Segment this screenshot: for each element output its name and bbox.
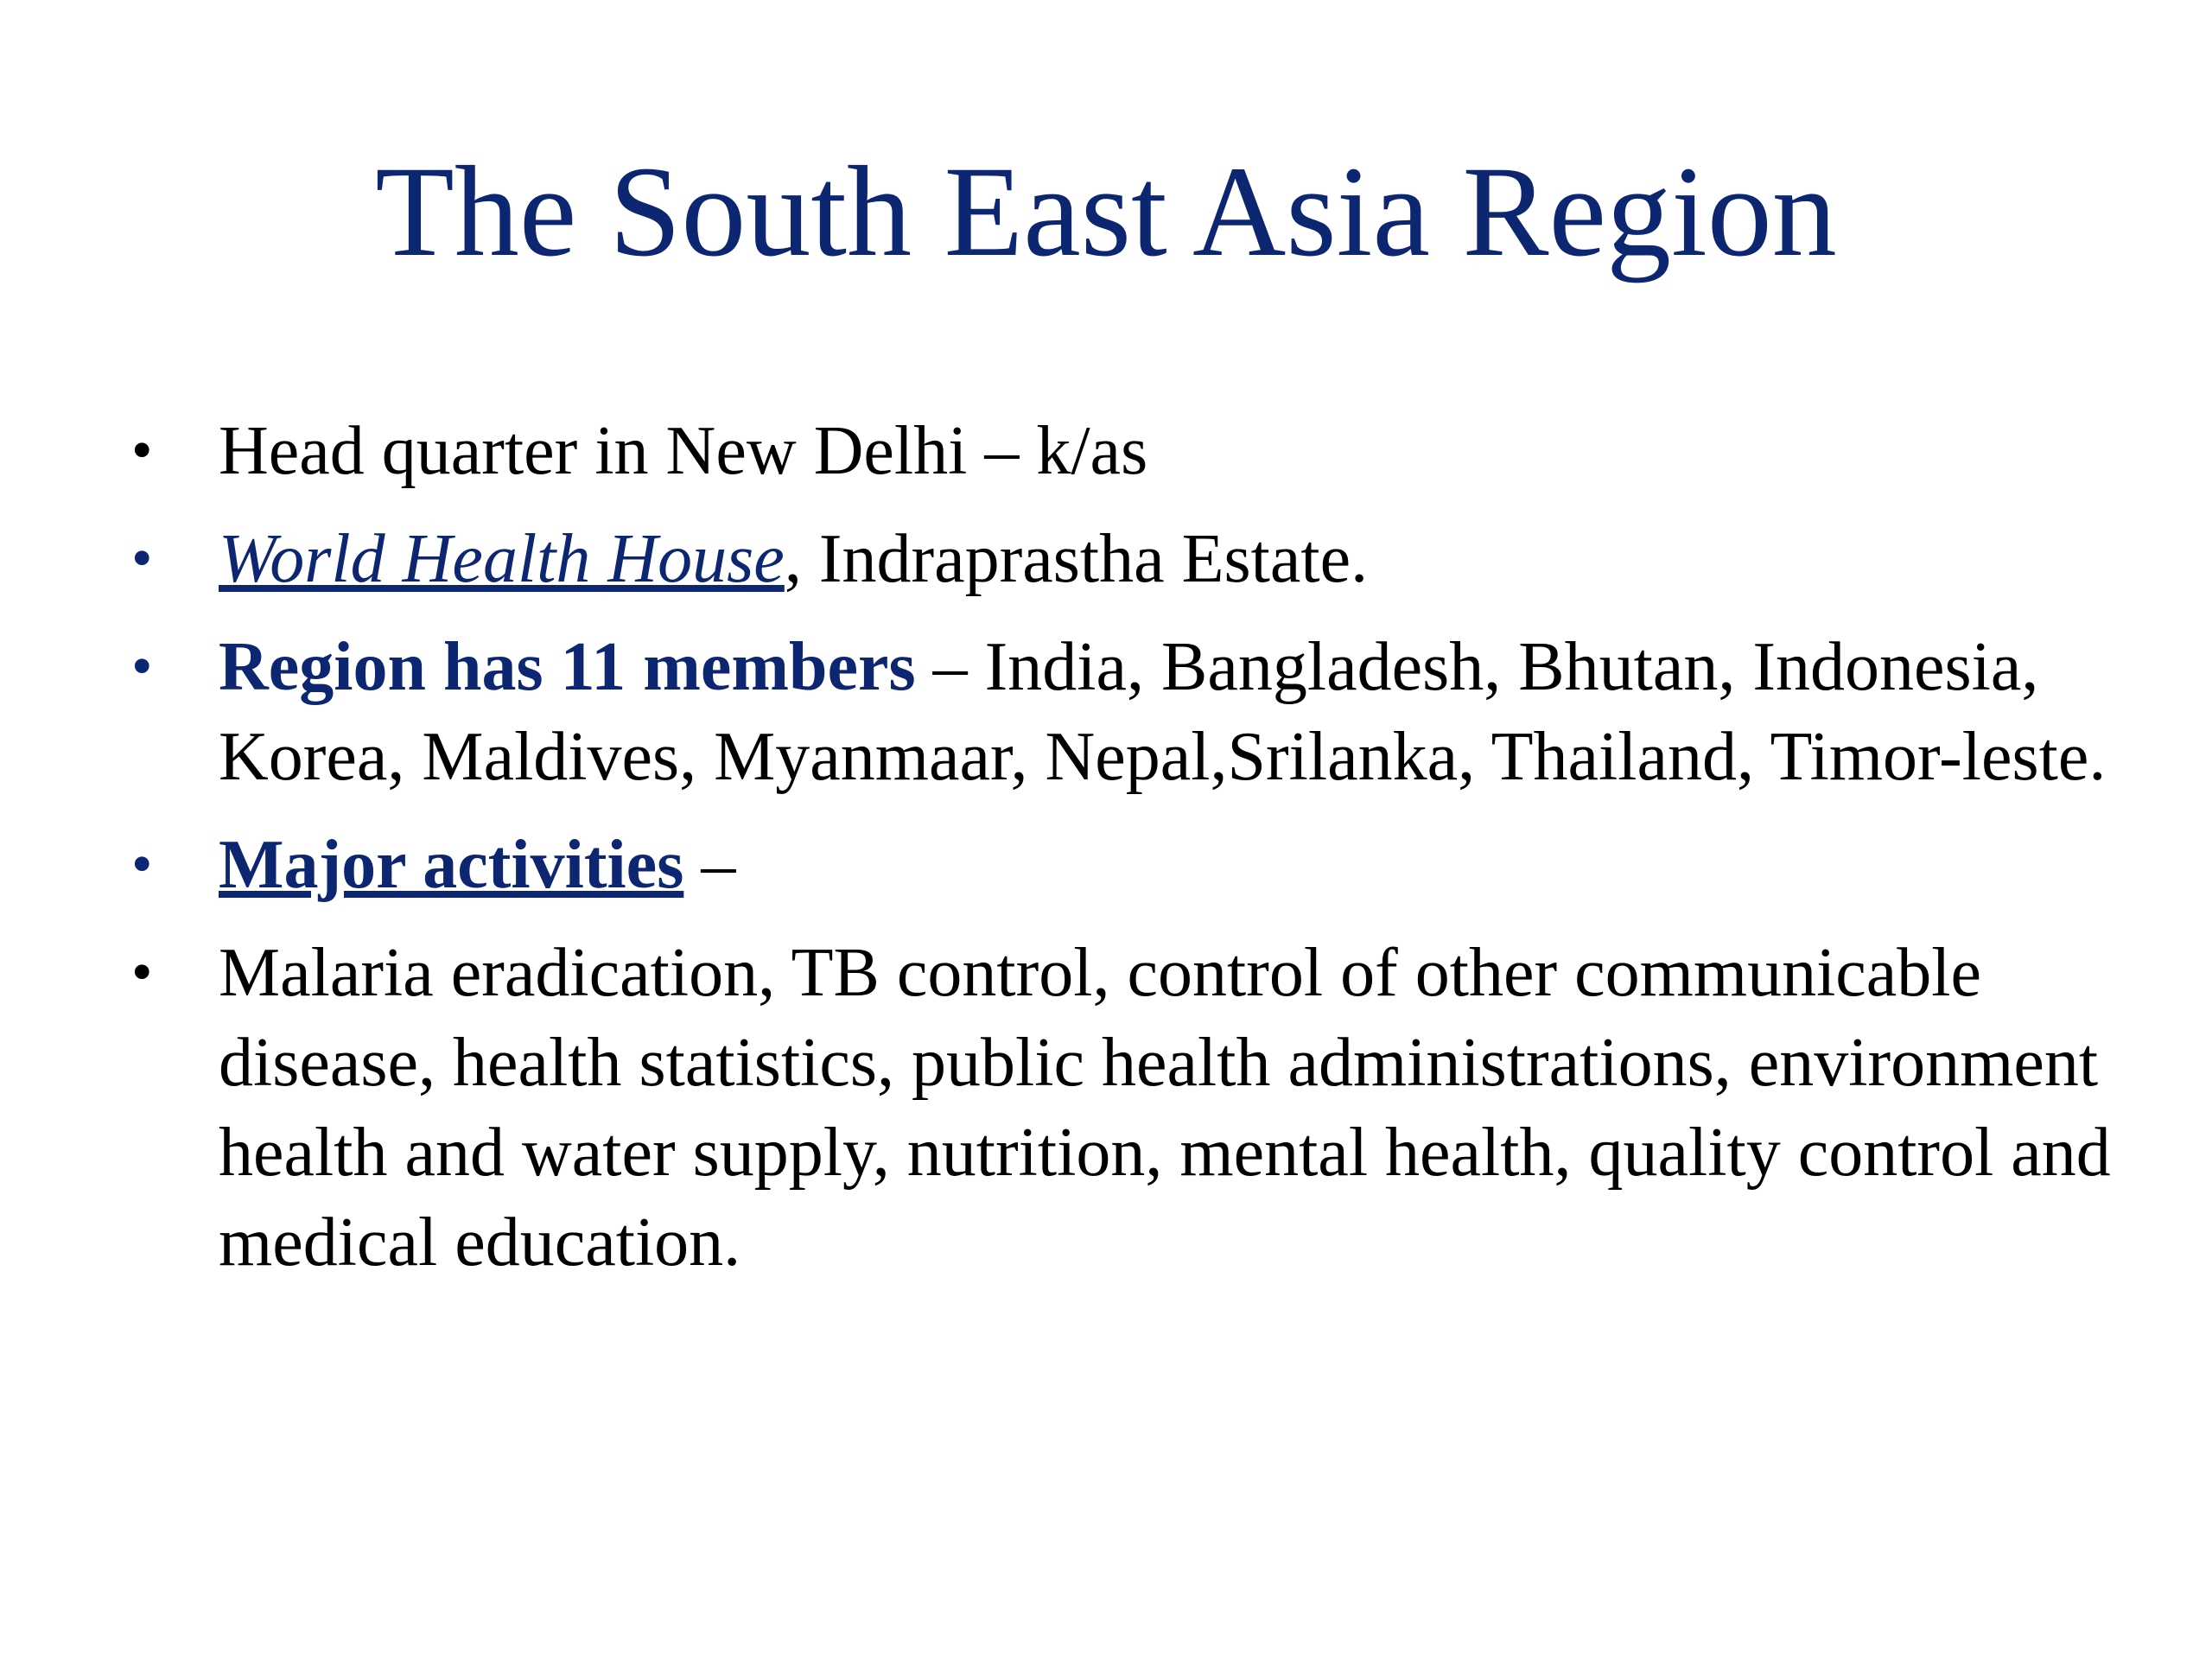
bullet-marker: •	[131, 831, 153, 898]
bullet-text: – India, Bangladesh, Bhutan, Indonesia, Korea, Maldives, Myanmaar, Nepal,Srilanka, Thailand, Timor-leste.	[219, 629, 2107, 795]
bullet-text: Malaria eradication, TB control, control of other communicable disease, health statistics, public health administrations, environment health and water supply, nutrition, mental health, quality control and medical education.	[219, 935, 2111, 1281]
bullet-marker: •	[131, 417, 153, 484]
bullet-text: –	[683, 827, 736, 903]
bullet-headquarter	[130, 406, 2117, 496]
bullet-region-members	[130, 622, 2117, 802]
bullet-marker: •	[131, 525, 153, 592]
bullet-list	[130, 406, 2117, 1306]
bullet-marker: •	[131, 939, 153, 1006]
bullet-text: Head quarter in New Delhi – k/as	[219, 413, 1148, 489]
region-members-heading: Region has 11 members	[219, 629, 916, 705]
bullet-text: , Indraprastha Estate.	[784, 521, 1369, 597]
bullet-major-activities	[130, 820, 2117, 910]
major-activities-link[interactable]: Major activities	[219, 827, 684, 903]
world-health-house-link[interactable]: World Health House	[219, 521, 785, 597]
bullet-activities-list	[130, 928, 2117, 1287]
bullet-marker: •	[131, 633, 153, 700]
bullet-world-health-house	[130, 514, 2117, 604]
slide-title: The South East Asia Region	[375, 140, 1837, 283]
